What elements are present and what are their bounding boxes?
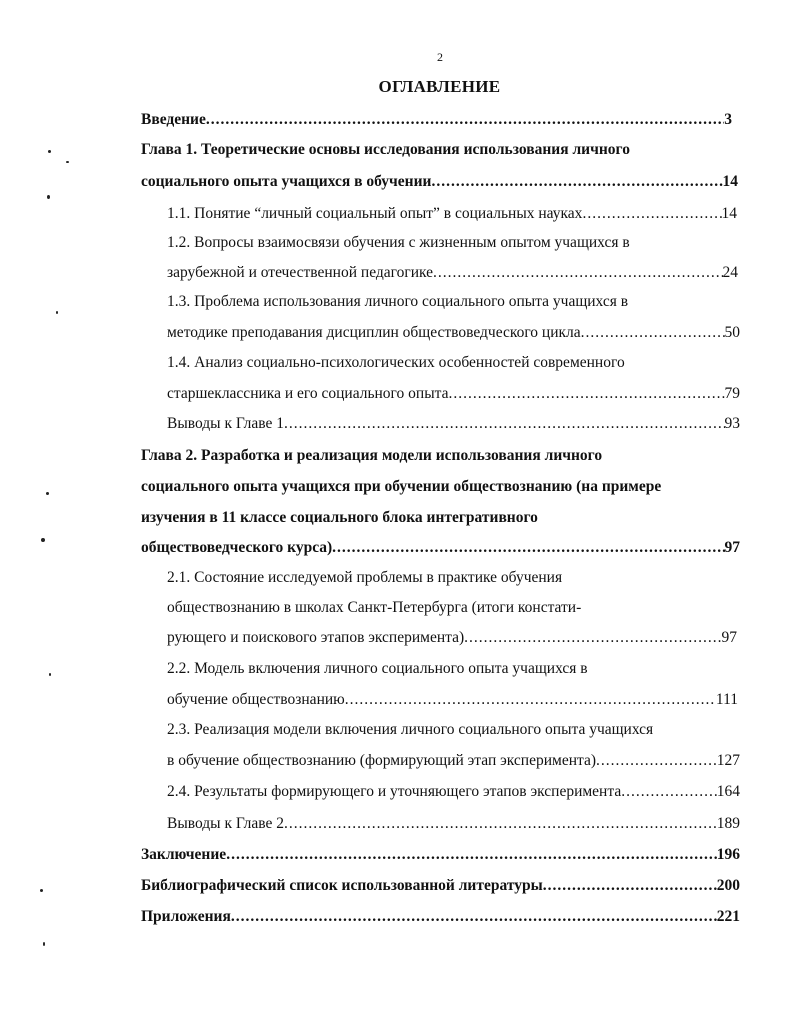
toc-conclusions-2[interactable]	[167, 814, 740, 834]
toc-section-1-1[interactable]	[167, 204, 737, 224]
toc-entry-label: Заключение	[141, 846, 227, 863]
leader-dots	[433, 263, 722, 283]
leader-dots	[431, 172, 722, 192]
toc-chapter-2[interactable]	[141, 538, 740, 558]
toc-entry-page: 79	[724, 385, 740, 402]
leader-dots	[345, 690, 716, 710]
toc-section-2-3[interactable]	[167, 751, 740, 771]
toc-entry-page: 200	[716, 877, 740, 894]
toc-entry-label: обществоведческого курса)	[141, 539, 333, 556]
toc-entry-label: Библиографический список использованной литературы	[141, 877, 543, 894]
toc-entry-page: 14	[722, 173, 738, 190]
toc-section-1-2[interactable]	[167, 263, 738, 283]
toc-section-2-2[interactable]	[167, 690, 738, 710]
leader-dots	[596, 751, 717, 771]
toc-entry-page: 111	[715, 691, 738, 708]
toc-conclusions-1[interactable]	[167, 414, 740, 434]
toc-section-2-3-line1[interactable]: 2.3. Реализация модели включения личного социального опыта учащихся	[167, 721, 654, 738]
toc-entry-label: рующего и поискового этапов эксперимента)	[167, 629, 465, 646]
toc-section-2-4[interactable]	[167, 782, 740, 802]
toc-entry-page: 221	[716, 908, 740, 925]
toc-entry-intro[interactable]	[141, 110, 732, 130]
scan-speck	[46, 492, 49, 495]
toc-entry-label: 2.4. Результаты формирующего и уточняющего этапов эксперимента	[167, 783, 622, 800]
leader-dots	[206, 110, 724, 130]
scan-speck	[41, 538, 45, 542]
toc-entry-label: Выводы к Главе 1	[167, 415, 284, 432]
toc-section-2-2-line1[interactable]: 2.2. Модель включения личного социального опыта учащихся в	[167, 660, 588, 677]
toc-entry-label: Введение	[141, 111, 206, 128]
toc-entry-page: 164	[716, 783, 740, 800]
toc-entry-label: 1.1. Понятие “личный социальный опыт” в социальных науках	[167, 205, 583, 222]
toc-entry-label: Выводы к Главе 2	[167, 815, 284, 832]
toc-entry-page: 3	[724, 111, 732, 128]
toc-section-1-3[interactable]	[167, 323, 740, 343]
toc-section-2-1[interactable]	[167, 628, 737, 648]
toc-entry-page: 97	[724, 539, 740, 556]
scan-speck	[43, 942, 45, 946]
leader-dots	[621, 782, 717, 802]
toc-entry-bibliography[interactable]	[141, 876, 740, 896]
toc-entry-label: социального опыта учащихся в обучении	[141, 173, 432, 190]
toc-entry-page: 97	[721, 629, 737, 646]
toc-section-2-1-line2[interactable]: обществознанию в школах Санкт-Петербурга (итоги констати-	[167, 599, 582, 616]
toc-entry-page: 189	[716, 815, 740, 832]
toc-chapter-1-line1[interactable]: Глава 1. Теоретические основы исследования использования личного	[141, 141, 630, 158]
toc-entry-page: 24	[722, 264, 738, 281]
toc-chapter-1[interactable]	[141, 172, 738, 192]
toc-section-1-4-line1[interactable]: 1.4. Анализ социально-психологических особенностей современного	[167, 354, 625, 371]
toc-entry-page: 50	[724, 324, 740, 341]
toc-entry-label: методике преподавания дисциплин обществоведческого цикла	[167, 324, 581, 341]
toc-entry-page: 93	[724, 415, 740, 432]
leader-dots	[226, 845, 717, 865]
scan-speck	[56, 311, 58, 314]
leader-dots	[464, 628, 721, 648]
leader-dots	[332, 538, 724, 558]
toc-section-1-2-line1[interactable]: 1.2. Вопросы взаимосвязи обучения с жизненным опытом учащихся в	[167, 234, 630, 251]
scan-speck	[49, 673, 51, 676]
page-number: 2	[437, 50, 443, 64]
leader-dots	[448, 384, 724, 404]
scan-speck	[48, 150, 51, 153]
toc-entry-page: 14	[721, 205, 737, 222]
toc-chapter-2-line1[interactable]: Глава 2. Разработка и реализация модели использования личного	[141, 447, 603, 464]
leader-dots	[231, 907, 717, 927]
toc-chapter-2-line2[interactable]: социального опыта учащихся при обучении обществознанию (на примере	[141, 478, 662, 495]
toc-chapter-2-line3[interactable]: изучения в 11 классе социального блока интегративного	[141, 509, 538, 526]
toc-entry-label: зарубежной и отечественной педагогике	[167, 264, 434, 281]
toc-entry-label: Приложения	[141, 908, 231, 925]
scan-speck	[47, 195, 50, 199]
toc-entry-label: старшеклассника и его социального опыта	[167, 385, 449, 402]
leader-dots	[284, 414, 725, 434]
toc-entry-page: 196	[716, 846, 740, 863]
leader-dots	[582, 204, 721, 224]
scan-speck	[40, 889, 43, 892]
toc-entry-label: в обучение обществознанию (формирующий этап эксперимента)	[167, 752, 596, 769]
leader-dots	[581, 323, 725, 343]
leader-dots	[543, 876, 717, 896]
toc-entry-label: обучение обществознанию	[167, 691, 345, 708]
toc-title: ОГЛАВЛЕНИЕ	[378, 77, 501, 96]
toc-section-1-3-line1[interactable]: 1.3. Проблема использования личного социального опыта учащихся в	[167, 293, 629, 310]
toc-section-1-4[interactable]	[167, 384, 740, 404]
leader-dots	[284, 814, 717, 834]
toc-entry-appendices[interactable]	[141, 907, 740, 927]
toc-entry-page: 127	[716, 752, 740, 769]
toc-section-2-1-line1[interactable]: 2.1. Состояние исследуемой проблемы в практике обучения	[167, 569, 563, 586]
scan-speck	[66, 161, 69, 163]
toc-entry-conclusion[interactable]	[141, 845, 740, 865]
